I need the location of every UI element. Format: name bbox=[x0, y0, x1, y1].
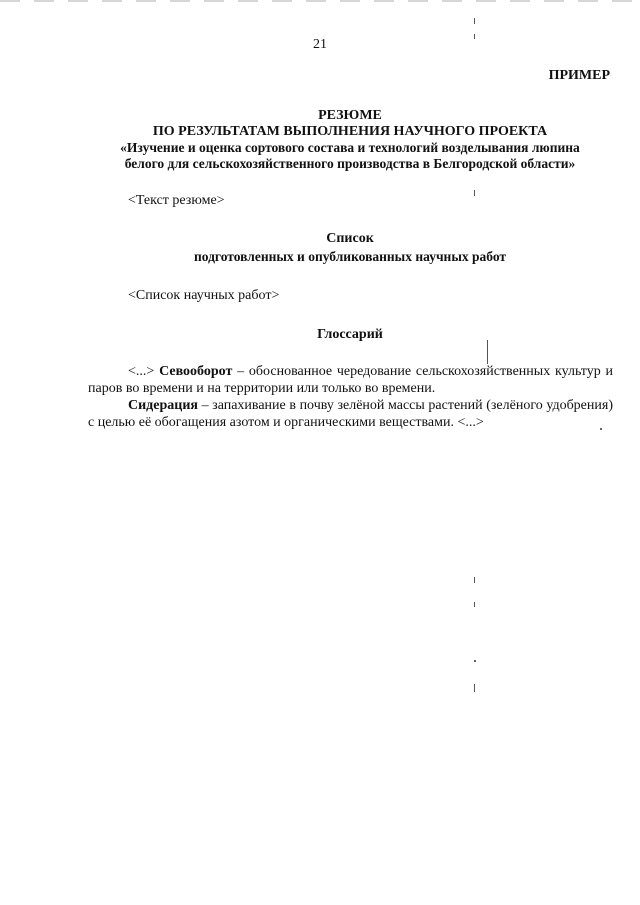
publications-heading-1: Список bbox=[326, 231, 374, 246]
publications-heading-2: подготовленных и опубликованных научных работ bbox=[193, 249, 507, 264]
glossary-definition-1: – обоснованное чередование сельскохозяйственных культур и паров во времени и на территории или только во времени. bbox=[88, 364, 613, 396]
example-label: ПРИМЕР bbox=[548, 68, 610, 83]
publications-placeholder: <Список научных работ> bbox=[128, 288, 280, 303]
glossary-entry-prefix: <...> bbox=[128, 364, 160, 379]
glossary-entry-2 bbox=[88, 397, 613, 431]
title-line-3: «Изучение и оценка сортового состава и технологий возделывания люпина bbox=[120, 140, 580, 155]
scan-mark bbox=[474, 577, 475, 583]
title-line-2: ПО РЕЗУЛЬТАТАМ ВЫПОЛНЕНИЯ НАУЧНОГО ПРОЕКТА bbox=[152, 124, 548, 139]
scan-mark bbox=[474, 684, 475, 692]
scan-mark bbox=[474, 18, 475, 24]
glossary-definition-2: – запахивание в почву зелёной массы растений (зелёного удобрения) с целью её обогащения азотом и органическими веществами. <...> bbox=[88, 398, 613, 430]
scan-mark bbox=[474, 34, 475, 39]
summary-placeholder: <Текст резюме> bbox=[128, 193, 225, 208]
glossary-entry-1 bbox=[88, 363, 613, 397]
scan-dot bbox=[600, 428, 602, 430]
glossary-term-1: Севооборот bbox=[159, 364, 233, 379]
scan-mark bbox=[474, 602, 475, 607]
scan-mark bbox=[474, 190, 475, 196]
title-line-1: РЕЗЮМЕ bbox=[318, 108, 382, 123]
glossary-term-2: Сидерация bbox=[128, 398, 198, 413]
page-number: 21 bbox=[313, 37, 327, 52]
scan-top-edge bbox=[0, 0, 640, 2]
scan-mark bbox=[487, 340, 488, 364]
glossary-heading: Глоссарий bbox=[317, 327, 383, 342]
scan-dot bbox=[474, 660, 476, 662]
title-line-4: белого для сельскохозяйственного производства в Белгородской области» bbox=[124, 156, 576, 171]
